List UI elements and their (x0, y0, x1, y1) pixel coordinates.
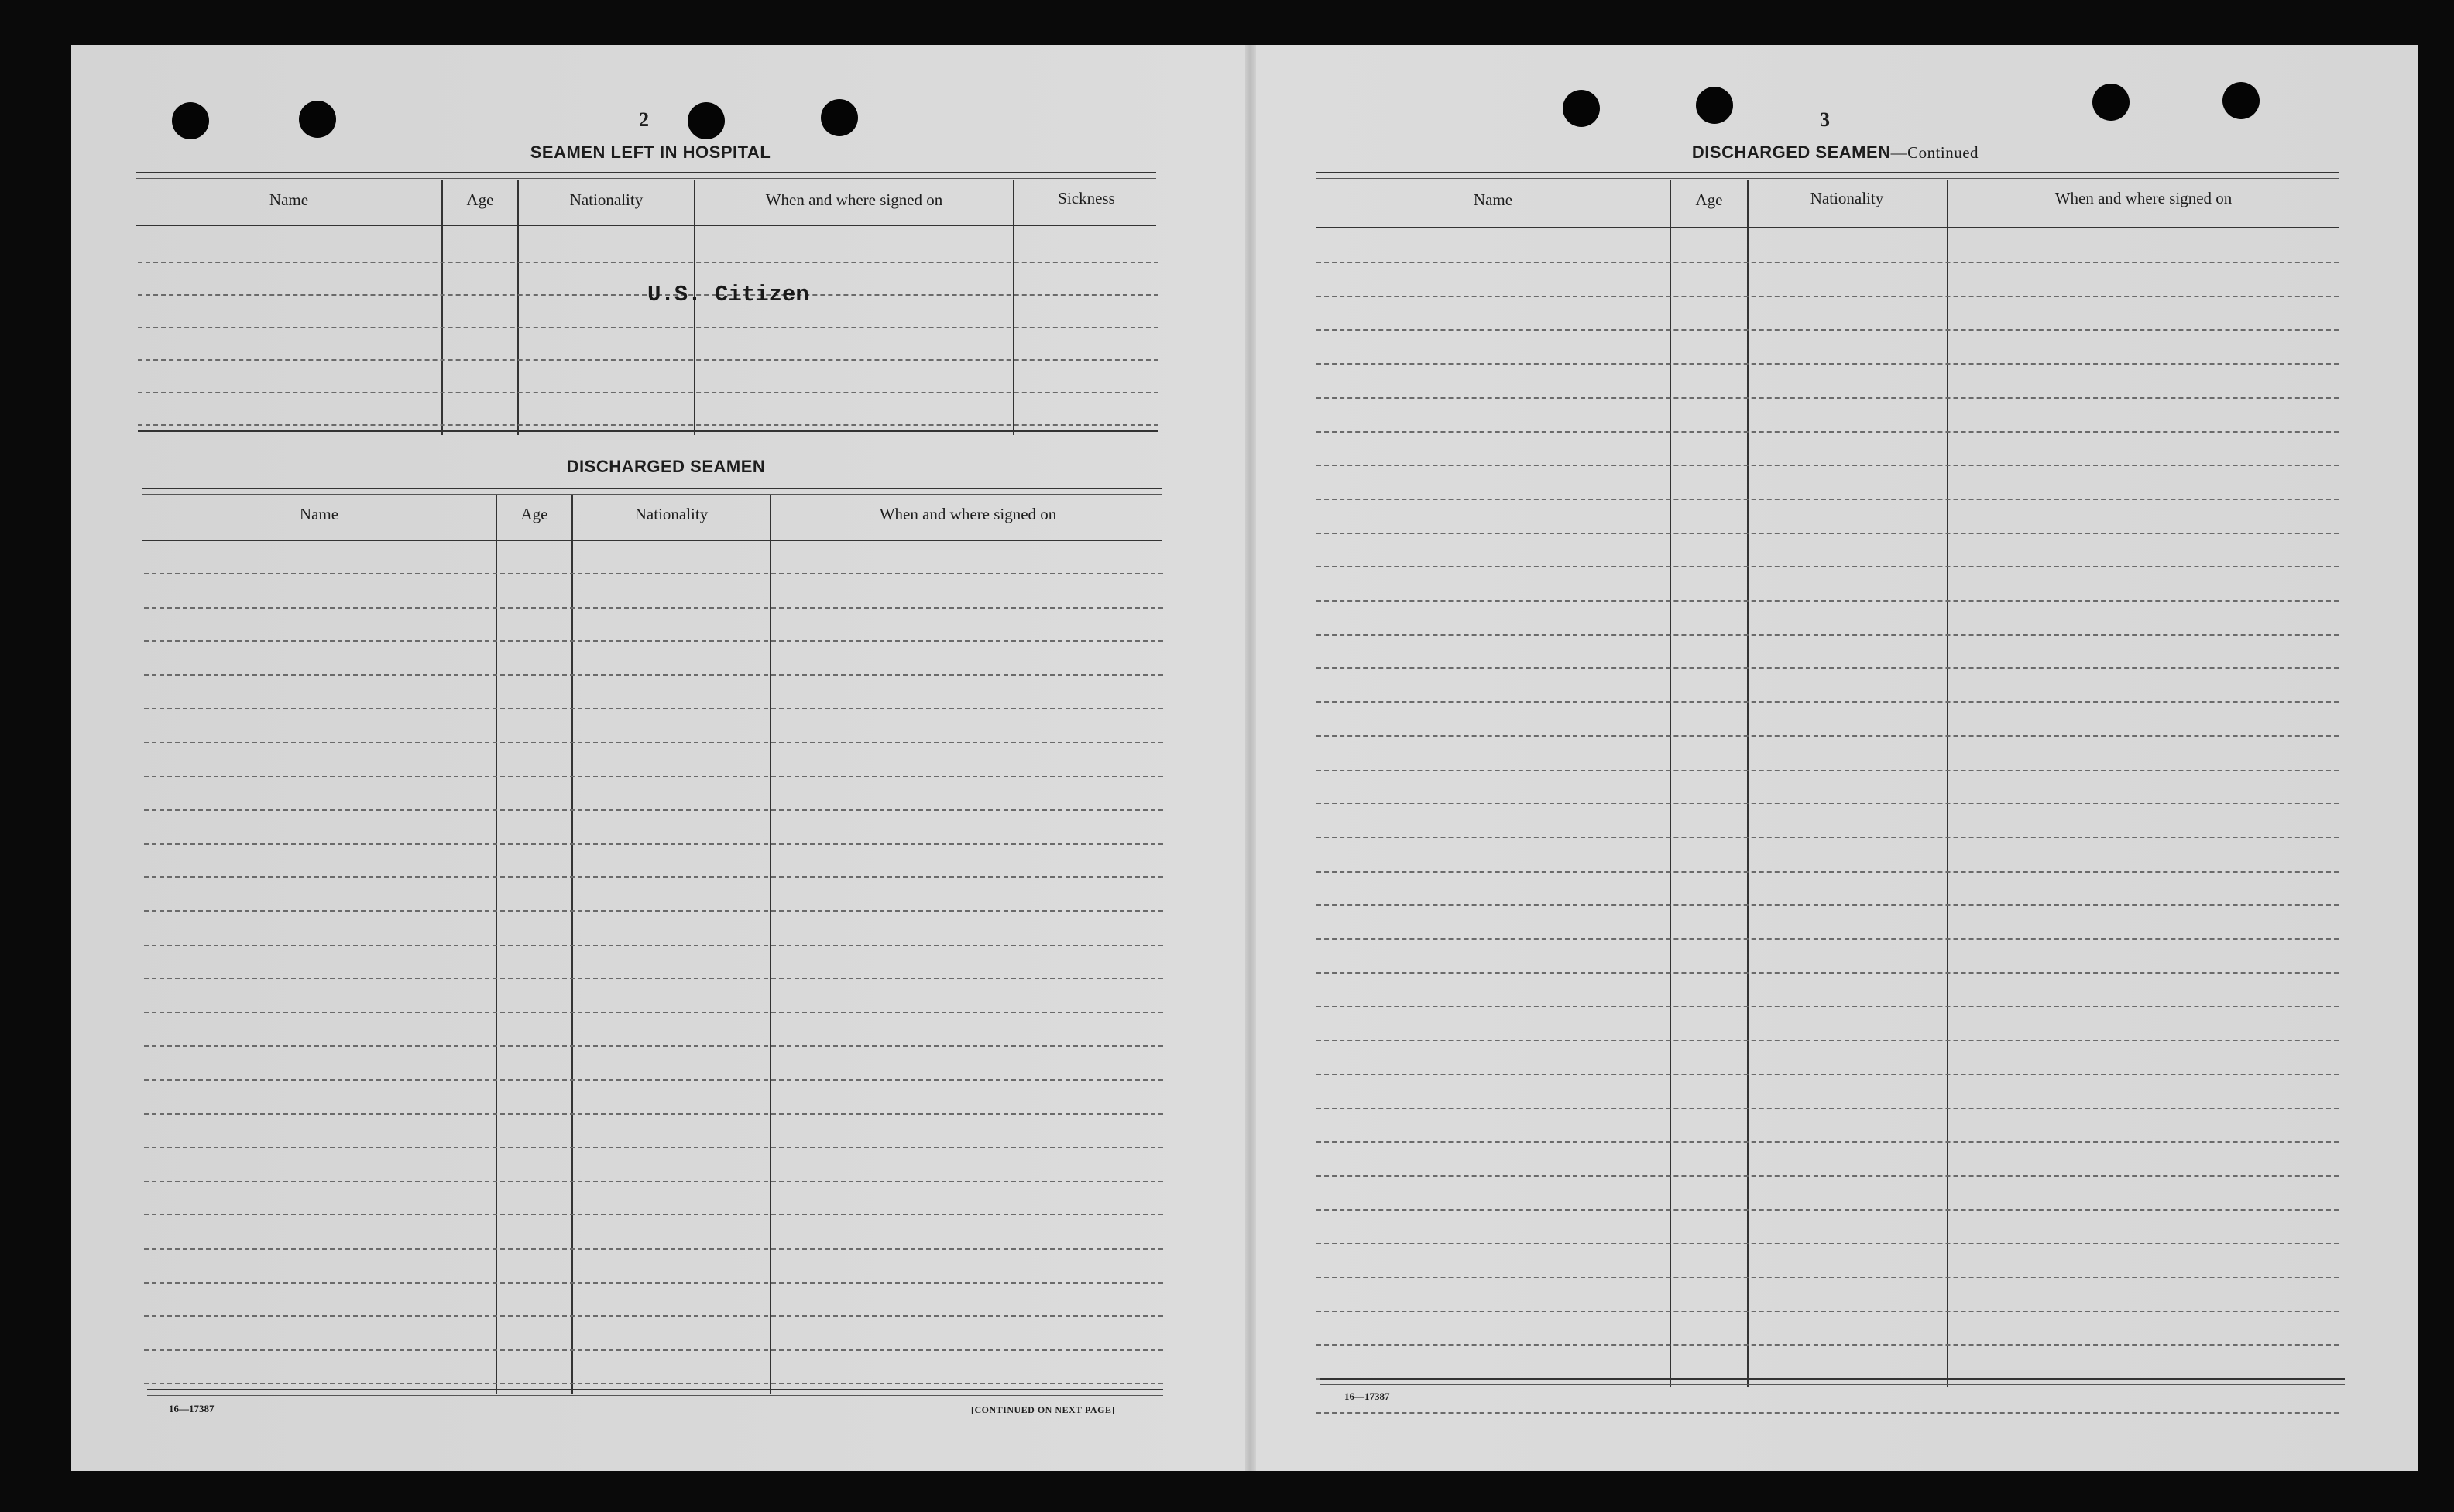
left-page-number: 2 (639, 108, 649, 131)
discharged-table-top-rule (142, 488, 1162, 489)
discharged-entry-row (144, 978, 1163, 979)
right-entry-row (1316, 1074, 2339, 1075)
discharged-header-rule (142, 540, 1162, 541)
right-entry-row (1316, 465, 2339, 466)
right-section-title-main: DISCHARGED SEAMEN (1691, 142, 1891, 162)
discharged-entry-row (144, 945, 1163, 946)
right-entry-row (1316, 1108, 2339, 1109)
right-col-nationality: Nationality (1810, 189, 1884, 207)
discharged-entry-row (144, 1079, 1163, 1081)
discharged-entry-row (144, 776, 1163, 777)
hospital-entry-row (138, 424, 1158, 426)
punch-hole (688, 102, 725, 139)
punch-hole (1696, 87, 1733, 124)
right-entry-row (1316, 871, 2339, 873)
hospital-entry-row (138, 359, 1158, 361)
discharged-entry-row (144, 1045, 1163, 1047)
discharged-entry-row (144, 742, 1163, 743)
hospital-entry-row (138, 327, 1158, 328)
discharged-entry-row (144, 708, 1163, 709)
punch-hole (2222, 82, 2260, 119)
discharged-entry-row (144, 809, 1163, 811)
right-entry-row (1316, 1344, 2339, 1346)
discharged-table-top-rule-2 (142, 494, 1162, 495)
hospital-section-title: SEAMEN LEFT IN HOSPITAL (530, 142, 771, 162)
right-entry-row (1316, 904, 2339, 906)
right-entry-row (1316, 363, 2339, 365)
discharged-table-bottom-rule (147, 1389, 1163, 1390)
discharged-entry-row (144, 1315, 1163, 1317)
discharged-entry-row (144, 674, 1163, 676)
discharged-section-title: DISCHARGED SEAMEN (566, 457, 766, 476)
hospital-col-divider (517, 180, 519, 435)
discharged-entry-row (144, 640, 1163, 642)
hospital-col-nationality: Nationality (569, 190, 644, 209)
discharged-entry-row (144, 1248, 1163, 1250)
hospital-col-signed-on: When and where signed on (765, 190, 943, 209)
right-section-title (1595, 142, 2075, 163)
hospital-entry-row (138, 392, 1158, 393)
right-table-top-rule-2 (1316, 178, 2339, 179)
punch-hole (1563, 90, 1600, 127)
right-entry-row (1316, 397, 2339, 399)
hospital-col-sickness: Sickness (1058, 189, 1115, 207)
right-col-divider (1947, 180, 1948, 1387)
hospital-header-rule (136, 225, 1156, 226)
right-col-divider (1747, 180, 1749, 1387)
right-table-bottom-rule-2 (1320, 1384, 2345, 1385)
discharged-entry-row (144, 1012, 1163, 1013)
hospital-col-divider (441, 180, 443, 435)
right-entry-row (1316, 533, 2339, 534)
punch-hole (2092, 84, 2130, 121)
right-entry-row (1316, 262, 2339, 263)
hospital-col-divider (694, 180, 695, 435)
discharged-entry-row (144, 1113, 1163, 1115)
discharged-col-nationality: Nationality (634, 505, 709, 523)
right-entry-row (1316, 566, 2339, 567)
discharged-col-age: Age (520, 505, 548, 523)
right-entry-row (1316, 1412, 2339, 1414)
hospital-col-name: Name (269, 190, 309, 209)
discharged-entry-row (144, 1282, 1163, 1284)
discharged-col-name: Name (299, 505, 339, 523)
right-entry-row (1316, 770, 2339, 771)
hospital-entry-row (138, 262, 1158, 263)
right-entry-row (1316, 1209, 2339, 1211)
right-page-number: 3 (1820, 108, 1830, 131)
discharged-entry-row (144, 910, 1163, 912)
right-col-divider (1670, 180, 1671, 1387)
right-entry-row (1316, 1311, 2339, 1312)
right-col-age: Age (1695, 190, 1723, 209)
discharged-entry-row (144, 1147, 1163, 1148)
discharged-entry-row (144, 843, 1163, 845)
right-table-bottom-rule (1320, 1378, 2345, 1380)
discharged-entry-row (144, 1383, 1163, 1384)
discharged-entry-row (144, 607, 1163, 609)
right-entry-row (1316, 735, 2339, 737)
hospital-col-age: Age (466, 190, 494, 209)
right-col-name: Name (1473, 190, 1513, 209)
right-entry-row (1316, 329, 2339, 331)
right-entry-row (1316, 1141, 2339, 1143)
right-form-number: 16—17387 (1344, 1390, 1390, 1402)
punch-hole (299, 101, 336, 138)
hospital-table-top-rule-2 (136, 178, 1156, 179)
right-entry-row (1316, 1006, 2339, 1007)
right-entry-row (1316, 837, 2339, 838)
punch-hole (172, 102, 209, 139)
right-col-signed-on: When and where signed on (2054, 189, 2233, 207)
continued-note: [CONTINUED ON NEXT PAGE] (971, 1404, 1115, 1415)
discharged-entry-row (144, 1214, 1163, 1215)
hospital-entry-nationality: U.S. Citizen (647, 282, 809, 307)
right-entry-row (1316, 431, 2339, 433)
hospital-col-divider (1013, 180, 1014, 435)
right-entry-row (1316, 667, 2339, 669)
hospital-table-top-rule (136, 172, 1156, 173)
left-form-number: 16—17387 (169, 1403, 215, 1414)
right-entry-row (1316, 499, 2339, 500)
discharged-entry-row (144, 1349, 1163, 1351)
right-entry-row (1316, 972, 2339, 974)
right-entry-row (1316, 1040, 2339, 1041)
right-entry-row (1316, 296, 2339, 297)
page-fold (1245, 45, 1256, 1471)
discharged-entry-row (144, 1181, 1163, 1182)
discharged-entry-row (144, 573, 1163, 574)
punch-hole (821, 99, 858, 136)
right-entry-row (1316, 634, 2339, 636)
document-paper (71, 45, 2418, 1471)
right-entry-row (1316, 938, 2339, 940)
discharged-col-signed-on: When and where signed on (879, 505, 1057, 523)
discharged-table-bottom-rule-2 (147, 1395, 1163, 1396)
right-entry-row (1316, 1277, 2339, 1278)
right-section-title-continued: —Continued (1890, 143, 1979, 162)
right-header-rule (1316, 227, 2339, 228)
right-entry-row (1316, 1175, 2339, 1177)
right-entry-row (1316, 701, 2339, 703)
hospital-table-bottom-rule (138, 430, 1158, 432)
discharged-entry-row (144, 876, 1163, 878)
right-table-top-rule (1316, 172, 2339, 173)
right-entry-row (1316, 803, 2339, 804)
right-entry-row (1316, 600, 2339, 602)
right-entry-row (1316, 1243, 2339, 1244)
